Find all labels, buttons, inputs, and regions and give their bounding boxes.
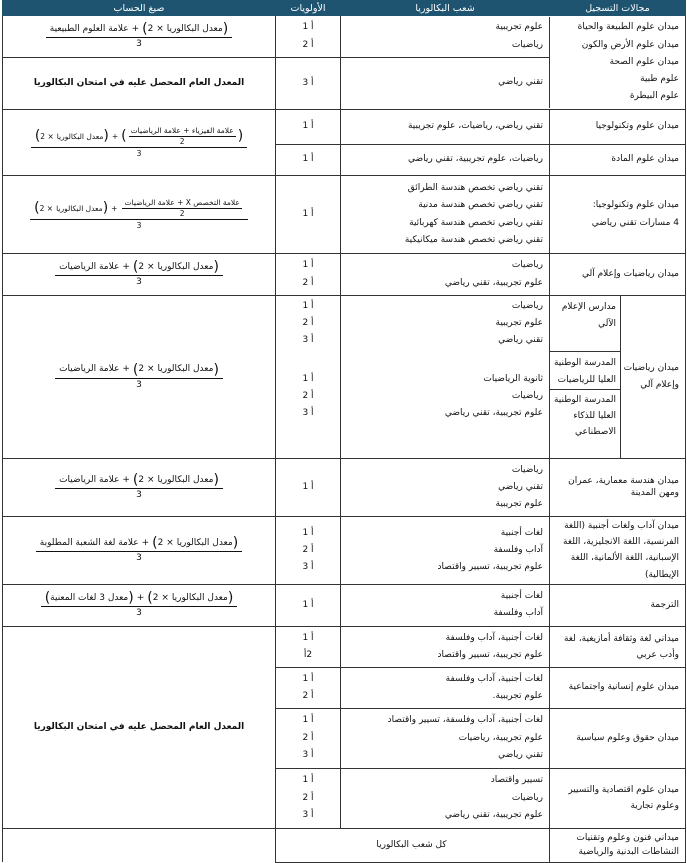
header-formula: صيغ الحساب <box>3 1 276 16</box>
field-cell: ميدان آداب ولغات أجنبية (اللغة الفرنسية، اللغة الانجليزية، اللغة الإسبانية، اللغة الألمانية، اللغة الإيطالية) <box>550 517 686 585</box>
branch-cell: تسيير واقتصاد رياضيات علوم تجريبية، تقني رياضي <box>341 768 550 828</box>
formula-cell <box>3 110 276 176</box>
branch-cell: لغات أجنبية، آداب وفلسفة علوم تجريبية، تسيير واقتصاد <box>341 626 550 667</box>
branch-line: علوم تجريبية <box>495 22 543 33</box>
formula: ( معدل البكالوريا × 2 ) + علامة العلوم الطبيعية 3 <box>46 22 232 50</box>
branch-cell: كل شعب البكالوريا <box>276 828 550 862</box>
header-row <box>3 1 686 16</box>
registration-table <box>2 0 686 863</box>
priority-cell: أ 1 أ 2 <box>276 667 341 708</box>
priority-cell: أ 1 <box>276 145 341 176</box>
formula-cell: المعدل العام المحصل عليه في امتحان البكالوريا <box>3 626 276 828</box>
branch-cell: تقني رياضي، رياضيات، علوم تجريبية <box>341 110 550 145</box>
branch-cell: رياضيات تقني رياضي علوم تجريبية <box>341 459 550 517</box>
table-row <box>3 16 686 58</box>
field-line: ميدان علوم الأرض والكون <box>581 39 679 50</box>
branch-cell: رياضيات علوم تجريبية، تقني رياضي <box>341 254 550 296</box>
table-row <box>3 296 686 459</box>
branch-line: رياضيات <box>511 39 543 50</box>
priority-cell <box>276 58 341 110</box>
branch-cell: لغات أجنبية آداب وفلسفة علوم تجريبية، تسيير واقتصاد <box>341 517 550 585</box>
field-cell: ميدان حقوق وعلوم سياسية <box>550 708 686 768</box>
field-cell: ميدان علوم المادة <box>550 145 686 176</box>
priority: أ 2 <box>302 39 314 50</box>
table-row <box>3 626 686 667</box>
priority-cell: أ 1 أ 2 أ 3 <box>276 768 341 828</box>
priority-cell: أ 1 2أ <box>276 626 341 667</box>
formula: ( علامة الفيزياء + علامة الرياضيات 2 ) + ( معدل البكالوريا × 2 ) 3 <box>31 126 247 158</box>
header-fields: مجالات التسجيل <box>550 1 686 16</box>
field-line: ميدان علوم الصحة <box>609 56 679 67</box>
field-cell: ميدان علوم وتكنولوجيا: 4 مسارات تقني رياضي <box>550 176 686 254</box>
branch-cell: لغات أجنبية آداب وفلسفة <box>341 584 550 626</box>
formula-cell <box>3 296 276 459</box>
field-cell: ميدان رياضيات وإعلام آلي <box>550 254 686 296</box>
priority-cell: أ 1 أ 2 أ 3 <box>276 708 341 768</box>
formula-cell <box>3 16 276 58</box>
table-row <box>3 584 686 626</box>
table-row <box>3 828 686 862</box>
table-row <box>3 254 686 296</box>
formula-cell <box>3 176 276 254</box>
formula: ( معدل البكالوريا × 2 ) + علامة الرياضيات 3 <box>55 363 223 391</box>
priority-cell: أ 1 <box>276 459 341 517</box>
table-row <box>3 459 686 517</box>
formula-cell: المعدل العام المحصل عليه في امتحان البكالوريا <box>3 58 276 110</box>
header-priorities: الأولويات <box>276 1 341 16</box>
branch-cell: لغات أجنبية، آداب وفلسفة، تسيير واقتصاد علوم تجريبية، رياضيات تقني رياضي <box>341 708 550 768</box>
priority-cell: أ 1 أ 2 أ 3 أ 1 أ 2 أ 3 <box>276 296 341 459</box>
formula-cell <box>3 584 276 626</box>
formula-cell <box>3 459 276 517</box>
formula: ( معدل البكالوريا × 2 ) + ( معدل 3 لغات المعنية ) 3 <box>41 591 238 619</box>
field-cell: ميداني فنون وعلوم وتقنيات النشاطات البدنية والرياضية <box>550 828 686 862</box>
priority: أ 1 <box>302 22 314 33</box>
field-line: علوم البيطرة <box>629 91 679 102</box>
priority-cell: أ 1 <box>276 584 341 626</box>
field-cell: ميدان علوم وتكنولوجيا <box>550 110 686 145</box>
formula: ( معدل البكالوريا × 2 ) + علامة لغة الشعبة المطلوبة 3 <box>36 536 242 564</box>
priority-cell: أ 1 <box>276 110 341 145</box>
priority-cell <box>276 16 341 58</box>
branch-line: تقني رياضي <box>498 77 543 88</box>
field-cell: ميداني لغة وثقافة أمازيغية، لغة وأدب عربي <box>550 626 686 667</box>
formula: ( معدل البكالوريا × 2 ) + علامة الرياضيات 3 <box>55 260 223 288</box>
header-branches: شعب البكالوريا <box>341 1 550 16</box>
field-cell: الترجمة <box>550 584 686 626</box>
table-row <box>3 517 686 585</box>
formula-cell <box>3 517 276 585</box>
branch-cell: تقني رياضي تخصص هندسة الطرائق تقني رياضي تخصص هندسة مدنية تقني رياضي تخصص هندسة كهربائية تقني رياضي تخصص هندسة ميكانيكية <box>341 176 550 254</box>
field-cell: ميدان رياضيات وإعلام آلي مدارس الإعلام الآلي المدرسة الوطنية العليا للرياضيات المدرسة الوطنية العليا للذكاء الاصطناعي رياضيات علوم تجريبية تقني رياضي ثانوية الرياضيات رياضيات علوم تجريبية، تقني رياضي <box>341 296 686 459</box>
table-row <box>3 110 686 145</box>
formula: ( معدل البكالوريا × 2 ) + علامة الرياضيات 3 <box>55 473 223 501</box>
formula-cell <box>3 828 276 862</box>
field-line: ميدان علوم الطبيعة والحياة <box>577 22 679 33</box>
formula-cell <box>3 254 276 296</box>
table-row <box>3 176 686 254</box>
formula: علامة التخصص X + علامة الرياضيات 2 + ( معدل البكالوريا × 2 ) 3 <box>30 198 248 230</box>
field-cell: ميدان علوم اقتصادية والتسيير وعلوم تجارية <box>550 768 686 828</box>
priority-cell: أ 1 أ 2 أ 3 <box>276 517 341 585</box>
branch-cell: لغات أجنبية، آداب وفلسفة علوم تجريبية. <box>341 667 550 708</box>
priority: أ 3 <box>302 77 314 88</box>
field-cell: ميدان هندسة معمارية، عمران ومهن المدينة <box>550 459 686 517</box>
branch-cell: رياضيات، علوم تجريبية، تقني رياضي <box>341 145 550 176</box>
field-cell <box>341 16 686 110</box>
field-cell: ميدان علوم إنسانية واجتماعية <box>550 667 686 708</box>
priority-cell: أ 1 <box>276 176 341 254</box>
priority-cell: أ 1 أ 2 <box>276 254 341 296</box>
field-line: علوم طبية <box>640 74 679 85</box>
